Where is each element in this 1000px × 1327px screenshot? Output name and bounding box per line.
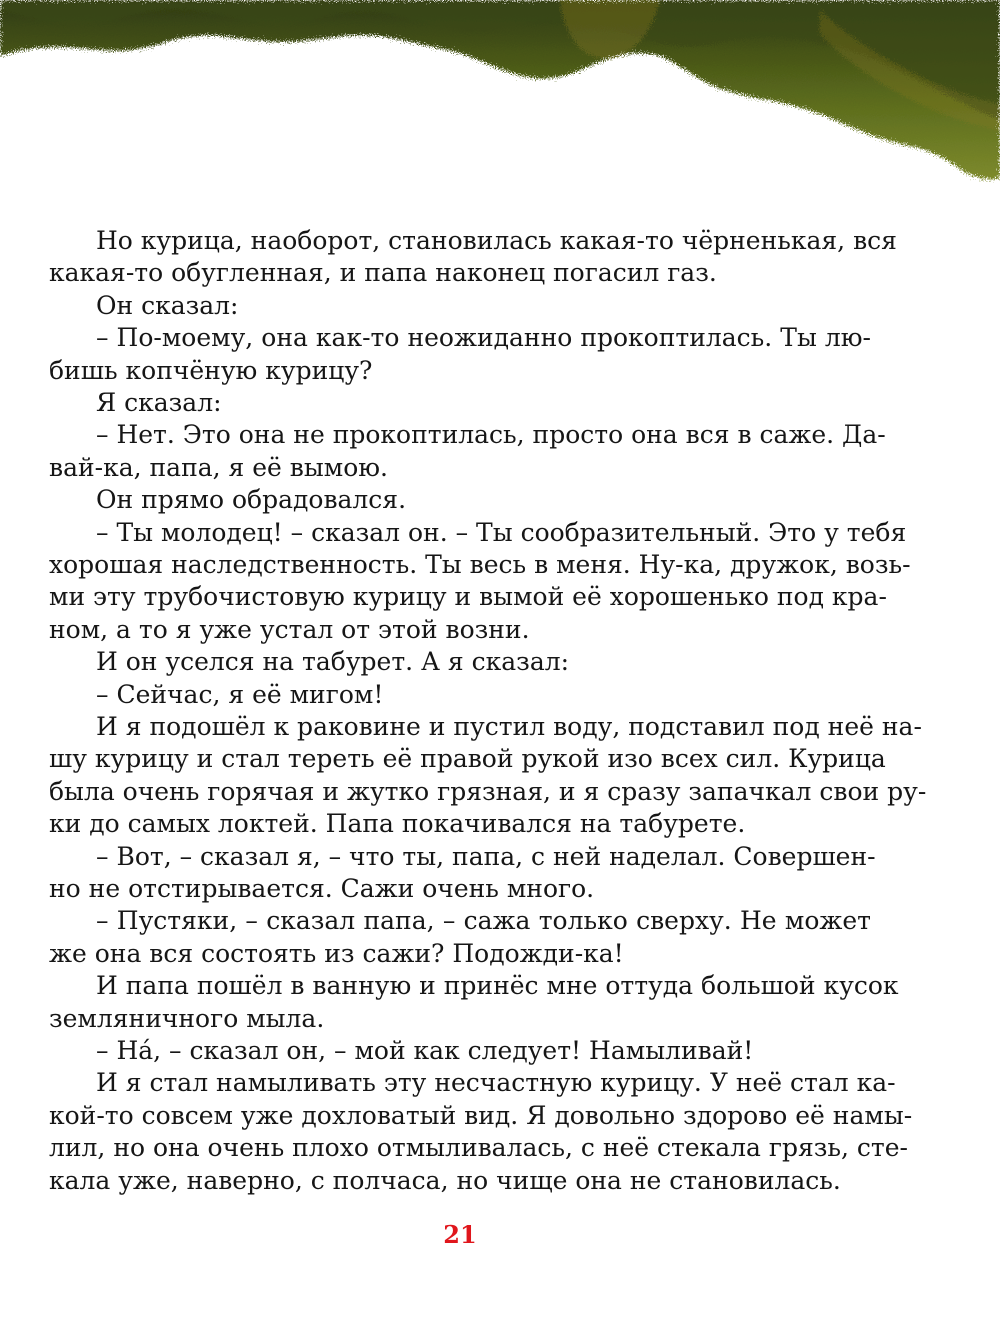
text-line: но не отстирывается. Сажи очень много.	[49, 874, 595, 903]
text-line: была очень горячая и жутко грязная, и я сразу запачкал свои ру-	[49, 777, 927, 806]
text-line: – Вот, – сказал я, – что ты, папа, с ней наделал. Совершен-	[96, 842, 876, 871]
text-line: бишь копчёную курицу?	[49, 356, 373, 385]
text-line: хорошая наследственность. Ты весь в меня. Ну-ка, дружок, возь-	[49, 550, 911, 579]
page-number: 21	[443, 1220, 477, 1249]
text-line: Но курица, наоборот, становилась какая-то чёрненькая, вся	[96, 226, 897, 255]
text-line: Он прямо обрадовался.	[96, 485, 407, 514]
text-line: лил, но она очень плохо отмыливалась, с неё стекала грязь, сте-	[49, 1133, 908, 1162]
text-line: же она вся состоять из сажи? Подожди-ка!	[49, 939, 624, 968]
text-line: – Сейчас, я её мигом!	[96, 680, 384, 709]
text-line: – Нет. Это она не прокоптилась, просто она вся в саже. Да-	[96, 420, 886, 449]
text-line: ном, а то я уже устал от этой возни.	[49, 615, 530, 644]
text-line: Я сказал:	[96, 388, 222, 417]
text-line: И папа пошёл в ванную и принёс мне оттуда большой кусок	[96, 971, 899, 1000]
text-line: вай-ка, папа, я её вымою.	[49, 453, 388, 482]
text-line: И я стал намыливать эту несчастную курицу. У неё стал ка-	[96, 1068, 896, 1097]
text-line: кой-то совсем уже дохловатый вид. Я довольно здорово её намы-	[49, 1101, 913, 1130]
text-line: ки до самых локтей. Папа покачивался на табурете.	[49, 809, 746, 838]
text-line: земляничного мыла.	[49, 1004, 325, 1033]
text-line: И он уселся на табурет. А я сказал:	[96, 647, 570, 676]
text-line: И я подошёл к раковине и пустил воду, подставил под неё на-	[96, 712, 922, 741]
text-line: ми эту трубочистовую курицу и вымой её хорошенько под кра-	[49, 582, 887, 611]
text-line: – По-моему, она как-то неожиданно прокоптилась. Ты лю-	[96, 323, 871, 352]
green-painted-illustration	[0, 0, 1000, 200]
text-line: – Нá, – сказал он, – мой как следует! Намыливай!	[96, 1036, 754, 1065]
text-line: – Ты молодец! – сказал он. – Ты сообразительный. Это у тебя	[96, 518, 907, 547]
text-line: шу курицу и стал тереть её правой рукой изо всех сил. Курица	[49, 744, 886, 773]
text-line: какая-то обугленная, и папа наконец погасил газ.	[49, 258, 717, 287]
text-line: – Пустяки, – сказал папа, – сажа только сверху. Не может	[96, 906, 871, 935]
text-line: кала уже, наверно, с полчаса, но чище она не становилась.	[49, 1166, 841, 1195]
text-line: Он сказал:	[96, 291, 239, 320]
